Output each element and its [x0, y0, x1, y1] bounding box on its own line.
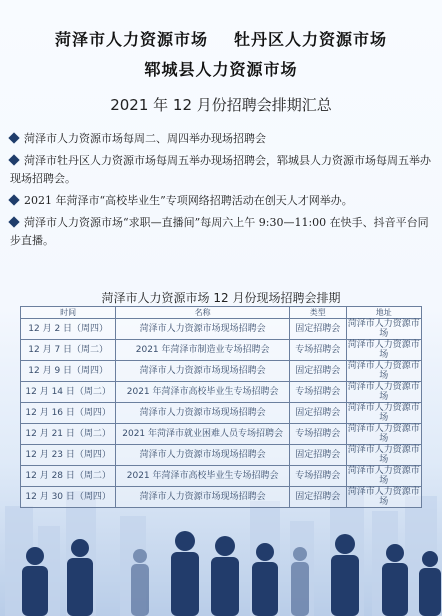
cell-time: 12 月 14 日（周二）: [21, 382, 116, 403]
cell-address: 菏泽市人力资源市场: [347, 361, 420, 381]
title-yuncheng-market: 郓城县人力资源市场: [144, 60, 298, 79]
bullet-item: [10, 192, 434, 210]
column-header-address: 地址: [346, 307, 421, 319]
cell-name: 菏泽市人力资源市场现场招聘会: [116, 319, 290, 340]
schedule-table: [20, 306, 422, 508]
cell-address: 菏泽市人力资源市场: [347, 319, 420, 339]
cell-name: 2021 年菏泽市高校毕业生专场招聘会: [116, 382, 290, 403]
cell-type: 专场招聘会: [289, 382, 346, 403]
cell-type: 固定招聘会: [289, 445, 346, 466]
cell-time: 12 月 9 日（周四）: [21, 361, 116, 382]
cell-type: 固定招聘会: [289, 319, 346, 340]
cell-address: 菏泽市人力资源市场: [347, 340, 420, 360]
cell-type: 固定招聘会: [289, 487, 346, 508]
diamond-bullet-icon: [8, 132, 19, 143]
table-caption: 菏泽市人力资源市场 12 月份现场招聘会排期: [101, 291, 341, 305]
cell-address: 菏泽市人力资源市场: [347, 382, 420, 402]
table-row: [21, 340, 422, 361]
cell-name: 2021 年菏泽市就业困难人员专场招聘会: [116, 424, 290, 445]
cell-name: 菏泽市人力资源市场现场招聘会: [116, 361, 290, 382]
bullet-text: 菏泽市牡丹区人力资源市场每周五举办现场招聘会，郓城县人力资源市场每周五举办现场招聘会。: [10, 154, 431, 185]
bullet-list: [10, 130, 434, 254]
cell-time: 12 月 23 日（周四）: [21, 445, 116, 466]
diamond-bullet-icon: [8, 154, 19, 165]
table-row: [21, 361, 422, 382]
business-people-silhouette: [0, 496, 442, 616]
cell-type: 专场招聘会: [289, 424, 346, 445]
cell-name: 菏泽市人力资源市场现场招聘会: [116, 445, 290, 466]
table-row: [21, 445, 422, 466]
bullet-item: [10, 214, 434, 250]
table-header-row: [21, 307, 422, 319]
cell-time: 12 月 28 日（周二）: [21, 466, 116, 487]
cell-time: 12 月 30 日（周四）: [21, 487, 116, 508]
cell-time: 12 月 21 日（周二）: [21, 424, 116, 445]
bullet-text: 2021 年菏泽市“高校毕业生”专项网络招聘活动在创天人才网举办。: [24, 194, 353, 207]
table-row: [21, 403, 422, 424]
table-row: [21, 466, 422, 487]
page-subtitle: 2021 年 12 月份招聘会排期汇总: [110, 96, 332, 114]
bullet-text: 菏泽市人力资源市场每周二、周四举办现场招聘会: [24, 132, 266, 145]
bullet-item: [10, 130, 434, 148]
diamond-bullet-icon: [8, 194, 19, 205]
title-heze-market: 菏泽市人力资源市场: [54, 30, 208, 49]
table-row: [21, 424, 422, 445]
bullet-item: [10, 152, 434, 188]
title-line1: [0, 27, 442, 50]
cell-name: 菏泽市人力资源市场现场招聘会: [116, 487, 290, 508]
cell-address: 菏泽市人力资源市场: [347, 487, 420, 507]
cell-time: 12 月 2 日（周四）: [21, 319, 116, 340]
table-row: [21, 382, 422, 403]
table-row: [21, 319, 422, 340]
cell-name: 2021 年菏泽市高校毕业生专场招聘会: [116, 466, 290, 487]
cell-address: 菏泽市人力资源市场: [347, 445, 420, 465]
cell-address: 菏泽市人力资源市场: [347, 466, 420, 486]
cell-name: 菏泽市人力资源市场现场招聘会: [116, 403, 290, 424]
cell-type: 固定招聘会: [289, 403, 346, 424]
cell-time: 12 月 7 日（周二）: [21, 340, 116, 361]
column-header-name: 名称: [116, 307, 290, 319]
table-row: [21, 487, 422, 508]
cell-type: 固定招聘会: [289, 361, 346, 382]
cell-name: 2021 年菏泽市制造业专场招聘会: [116, 340, 290, 361]
bullet-text: 菏泽市人力资源市场“求职—直播间”每周六上午 9:30—11:00 在快手、抖音平台同步直播。: [10, 216, 429, 247]
cell-type: 专场招聘会: [289, 340, 346, 361]
title-mudan-market: 牡丹区人力资源市场: [234, 30, 388, 49]
cell-address: 菏泽市人力资源市场: [347, 403, 420, 423]
cell-type: 专场招聘会: [289, 466, 346, 487]
cell-time: 12 月 16 日（周四）: [21, 403, 116, 424]
column-header-type: 类型: [289, 307, 346, 319]
column-header-time: 时间: [21, 307, 116, 319]
cell-address: 菏泽市人力资源市场: [347, 424, 420, 444]
diamond-bullet-icon: [8, 216, 19, 227]
